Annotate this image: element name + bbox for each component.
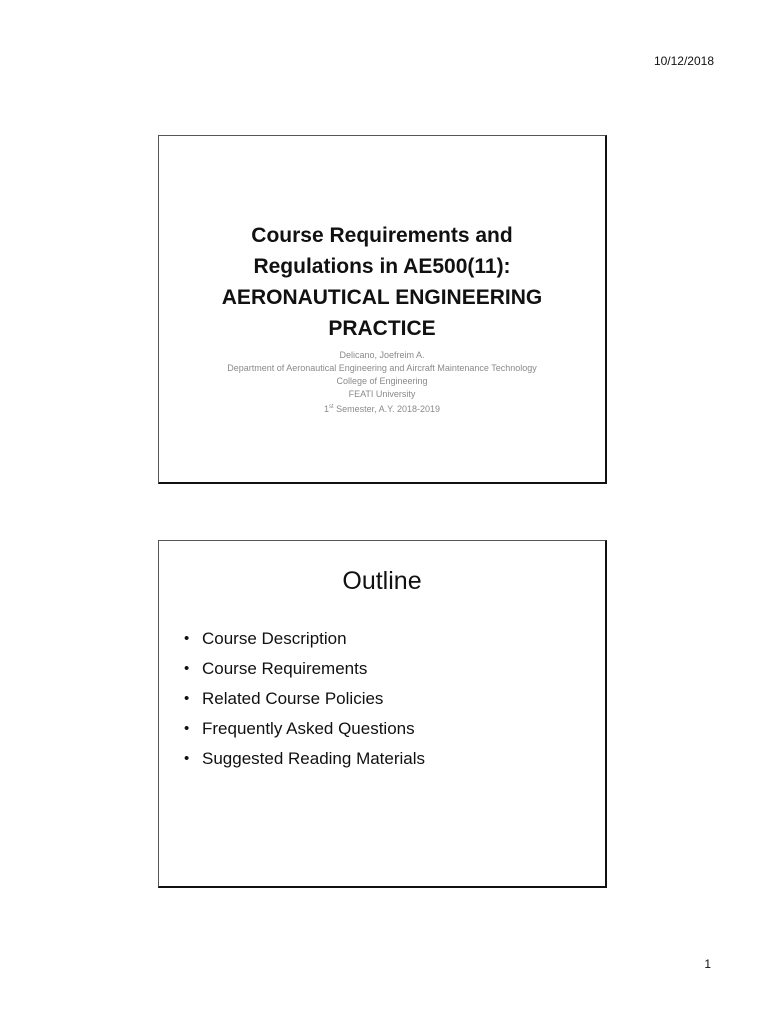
semester-line — [221, 401, 543, 416]
semester-text: Semester, A.Y. 2018-2019 — [333, 404, 441, 414]
title-slide — [158, 135, 607, 484]
page-number: 1 — [704, 957, 711, 971]
list-item-label: Course Requirements — [202, 659, 368, 678]
college-name: College of Engineering — [336, 376, 428, 386]
bullet: • — [184, 720, 190, 737]
slide-title-line: PRACTICE — [328, 317, 436, 340]
university-name: FEATI University — [348, 389, 416, 399]
list-item — [184, 624, 425, 654]
outline-title: Outline — [342, 567, 422, 595]
list-item — [184, 654, 425, 684]
slide-title-line: Regulations in AE500(11): — [253, 255, 511, 278]
slide-title — [159, 220, 605, 344]
outline-list — [184, 624, 425, 774]
page-date: 10/12/2018 — [653, 54, 714, 68]
slide-subtitle — [221, 349, 543, 416]
list-item — [184, 684, 425, 714]
bullet: • — [184, 660, 190, 677]
bullet: • — [184, 690, 190, 707]
slide-title-line: AERONAUTICAL ENGINEERING — [221, 286, 543, 309]
bullet: • — [184, 630, 190, 647]
list-item-label: Frequently Asked Questions — [202, 719, 415, 738]
list-item — [184, 714, 425, 744]
semester-suffix: st — [328, 404, 334, 410]
bullet: • — [184, 750, 190, 767]
outline-slide — [158, 540, 607, 888]
semester-ordinal: 1 — [323, 404, 329, 414]
list-item-label: Course Description — [202, 629, 347, 648]
slide-title-line: Course Requirements and — [251, 224, 513, 247]
list-item — [184, 744, 425, 774]
list-item-label: Related Course Policies — [202, 689, 384, 708]
department-name: Department of Aeronautical Engineering and Aircraft Maintenance Technology — [227, 363, 537, 373]
list-item-label: Suggested Reading Materials — [202, 749, 426, 768]
author-name: Delicano, Joefreim A. — [339, 350, 425, 360]
